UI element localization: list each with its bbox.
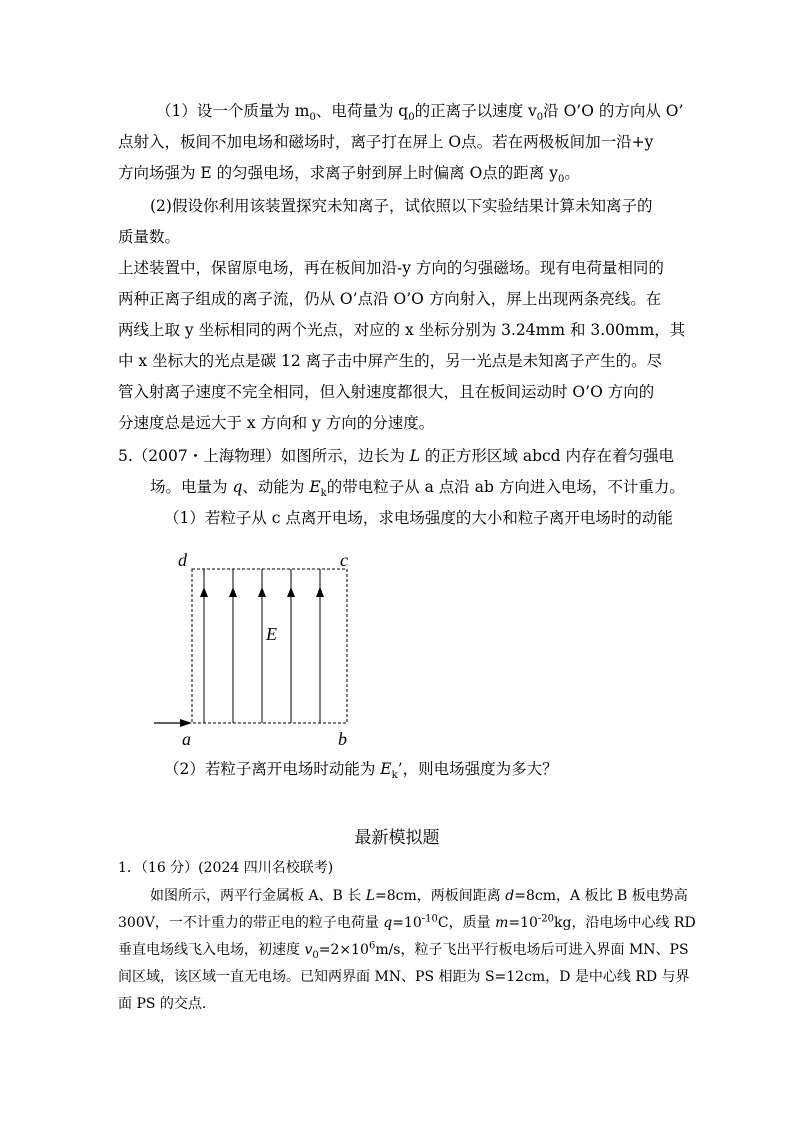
section-heading: 最新模拟题 xyxy=(354,828,440,848)
field-arrowhead xyxy=(200,587,208,597)
p4-part2-line1: (2)假设你利用该装置探究未知离子，试依照以下实验结果计算未知离子的 xyxy=(150,197,653,215)
label-a: a xyxy=(182,729,191,749)
square-boundary xyxy=(192,569,347,723)
label-b: b xyxy=(338,729,347,749)
p4-part2-line2: 质量数。 xyxy=(118,228,181,246)
p4-part2-line3: 上述装置中，保留原电场，再在板间加沿-y 方向的匀强磁场。现有电荷量相同的 xyxy=(118,259,664,277)
field-arrowhead xyxy=(258,587,266,597)
p1-line4: 间区域，该区域一直无电场。已知两界面 MN、PS 相距为 S=12cm，D 是中心线 RD 与界 xyxy=(118,969,690,985)
p5-line2: 场。电量为 q、动能为 $E_k$的带电粒子从 a 点沿 ab 方向进入电场，不计重力。 xyxy=(150,478,685,500)
label-d: d xyxy=(178,550,187,570)
p5-question2: （2）若粒子离开电场时动能为 $E_k$’，则电场强度为多大？ xyxy=(164,760,558,782)
p1-line2: 300V，一不计重力的带正电的粒子电荷量 $q=10^{-10}C$，质量 $m=10^{-20}kg$，沿电场中心线 RD xyxy=(118,913,696,931)
p4-part2-line4: 两种正离子组成的离子流，仍从 O’点沿 O’O 方向射入，屏上出现两条亮线。在 xyxy=(118,290,662,308)
label-c: c xyxy=(340,550,348,570)
p4-part2-line5: 两线上取 y 坐标相同的两个光点，对应的 x 坐标分别为 3.24mm 和 3.00mm，其 xyxy=(118,321,686,339)
p4-part2-line8: 分速度总是远大于 x 方向和 y 方向的分速度。 xyxy=(118,414,435,432)
p5-line3: （1）若粒子从 c 点离开电场，求电场强度的大小和粒子离开电场时的动能 xyxy=(164,509,673,527)
field-arrowhead xyxy=(287,587,295,597)
label-E: E xyxy=(266,624,277,644)
p1-line3: 垂直电场线飞入电场，初速度 $v_0=2\times 10^6m/s$，粒子飞出平行板电场后可进入界面 MN、PS xyxy=(118,940,689,961)
particle-arrowhead xyxy=(180,719,192,727)
field-arrowhead xyxy=(229,587,237,597)
p4-part2-line6: 中 x 坐标大的光点是碳 12 离子击中屏产生的，另一光点是未知离子产生的。尽 xyxy=(118,352,663,370)
p4-part1-line3: 方向场强为 E 的匀强电场，求离子射到屏上时偏离 O点的距离 $y_0$。 xyxy=(118,164,580,186)
p1-header: 1．（16 分）(2024 四川名校联考) xyxy=(118,860,334,876)
field-lines xyxy=(200,569,324,723)
field-arrowhead xyxy=(316,587,324,597)
p1-line1: 如图所示，两平行金属板 A、B 长 L=8cm，两板间距离 d=8cm，A 板比 B 板电势高 xyxy=(150,888,688,904)
p5-line1: 5.（2007・上海物理）如图所示，边长为 L 的正方形区域 abcd 内存在着匀强电 xyxy=(118,447,675,465)
field-diagram xyxy=(140,545,380,755)
p1-line5: 面 PS 的交点． xyxy=(118,996,216,1012)
p4-part2-line7: 管入射离子速度不完全相同，但入射速度都很大，且在板间运动时 O’O 方向的 xyxy=(118,383,655,401)
p4-part1-line2: 点射入，板间不加电场和磁场时，离子打在屏上 O点。若在两极板间加一沿+y xyxy=(118,133,654,151)
p4-part1-line1: （1）设一个质量为 $m_0$、电荷量为 $q_0$的正离子以速度 $v_0$沿 O’O 的方向从 O’ xyxy=(156,102,684,124)
